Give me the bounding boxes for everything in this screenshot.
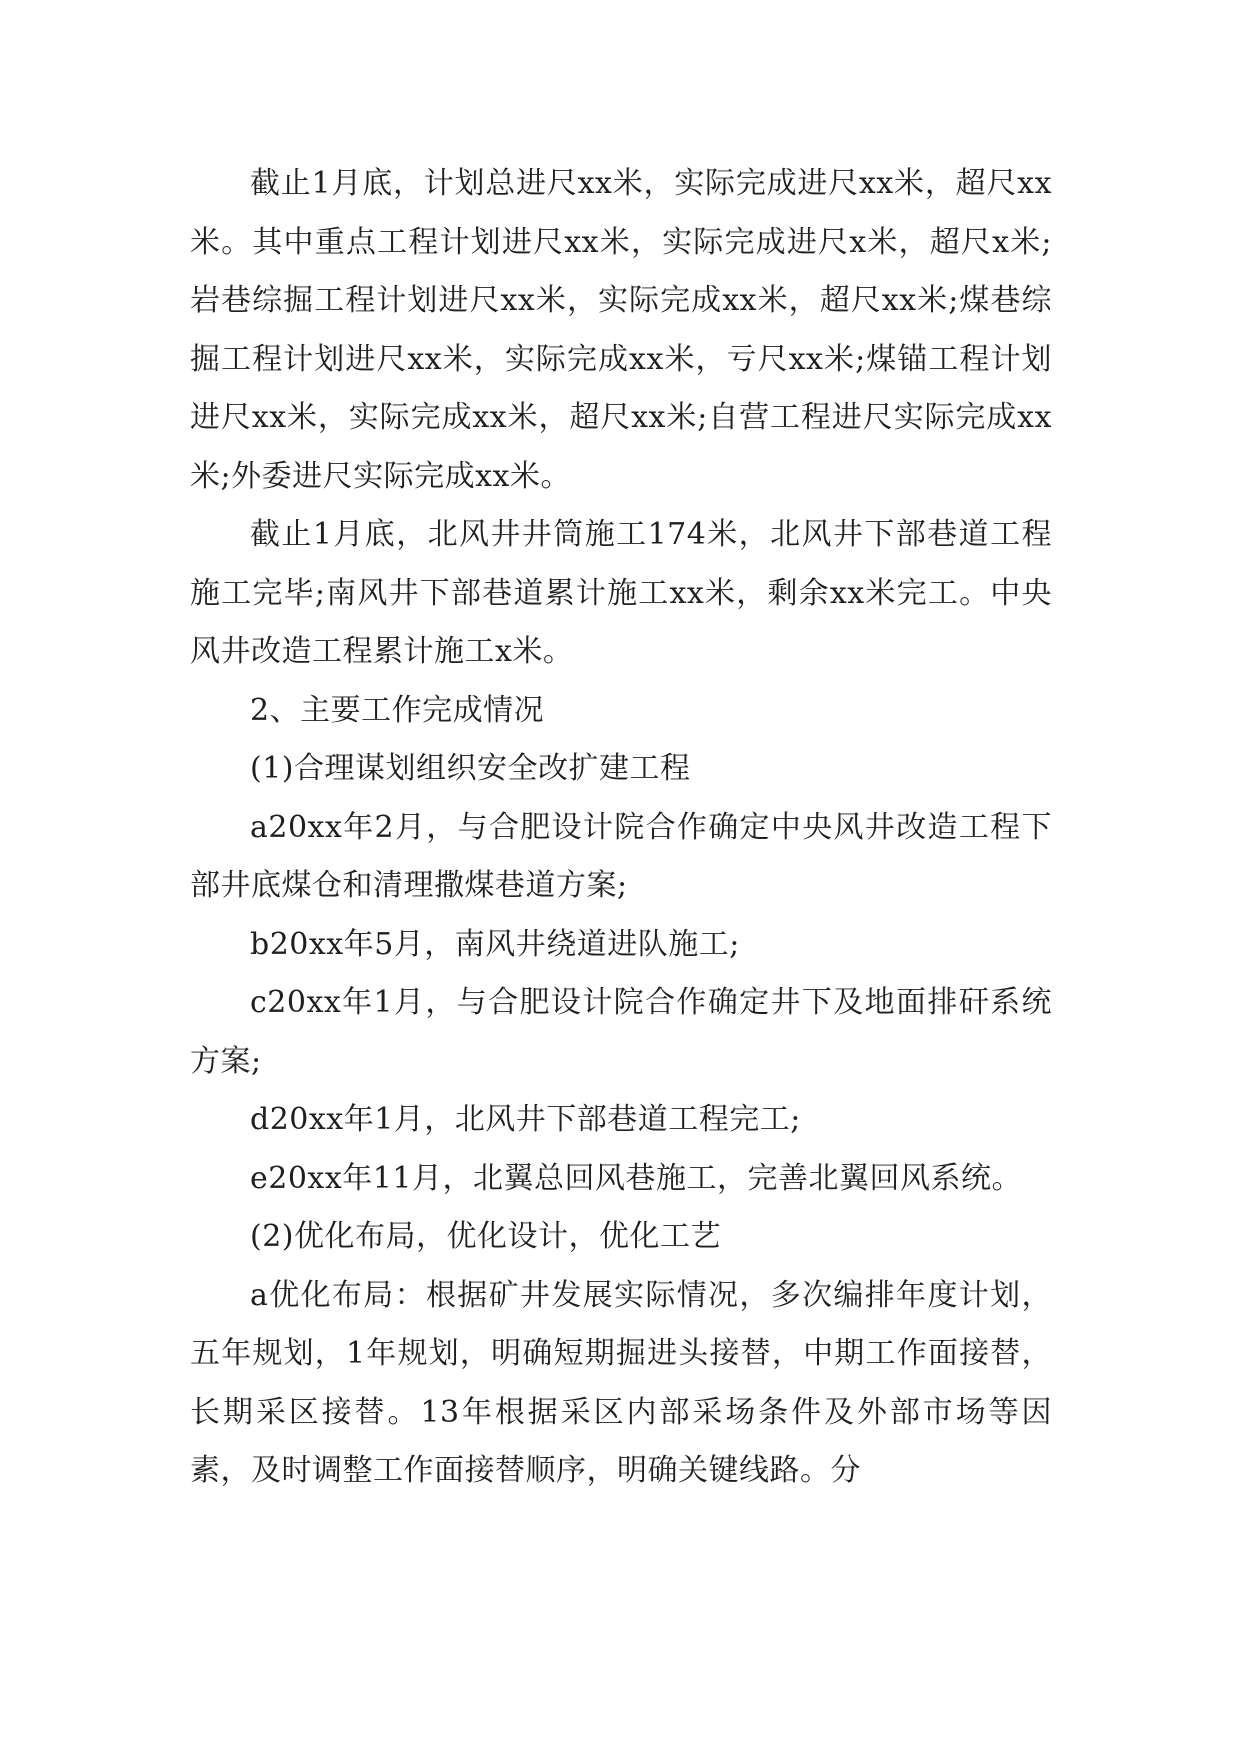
section-heading-main-work: 2、主要工作完成情况 (250, 692, 545, 728)
list-item-e: e20xx年11月，北翼总回风巷施工，完善北翼回风系统。 (250, 1160, 1022, 1196)
list-item-c: c20xx年1月，与合肥设计院合作确定井下及地面排矸系统方案; (190, 985, 1052, 1079)
list-item-d: d20xx年1月，北风井下部巷道工程完工; (250, 1102, 801, 1137)
paragraph-progress-summary: 截止1月底，计划总进尺xx米，实际完成进尺xx米，超尺xx米。其中重点工程计划进尺xx米，实际完成进尺x米，超尺x米;岩巷综掘工程计划进尺xx米，实际完成xx米，超尺xx米;煤巷综掘工程计划进尺xx米，实际完成xx米，亏尺xx米;煤锚工程计划进尺xx米，实际完成xx米，超尺xx米;自营工程进尺实际完成xx米;外委进尺实际完成xx米。 (190, 166, 1052, 494)
subheading-optimization: (2)优化布局，优化设计，优化工艺 (250, 1219, 721, 1254)
document-page (190, 155, 1052, 1501)
list-item-b: b20xx年5月，南风井绕道进队施工; (250, 926, 740, 962)
paragraph-shaft-construction: 截止1月底，北风井井筒施工174米，北风井下部巷道工程施工完毕;南风井下部巷道累计施工xx米，剩余xx米完工。中央风井改造工程累计施工x米。 (190, 517, 1052, 669)
subheading-safety-expansion: (1)合理谋划组织安全改扩建工程 (250, 751, 691, 786)
paragraph-layout-optimization: a优化布局：根据矿井发展实际情况，多次编排年度计划，五年规划，1年规划，明确短期掘进头接替，中期工作面接替，长期采区接替。13年根据采区内部采场条件及外部市场等因素，及时调整工作面接替顺序，明确关键线路。分 (190, 1277, 1052, 1488)
list-item-a: a20xx年2月，与合肥设计院合作确定中央风井改造工程下部井底煤仓和清理撒煤巷道方案; (190, 809, 1052, 903)
